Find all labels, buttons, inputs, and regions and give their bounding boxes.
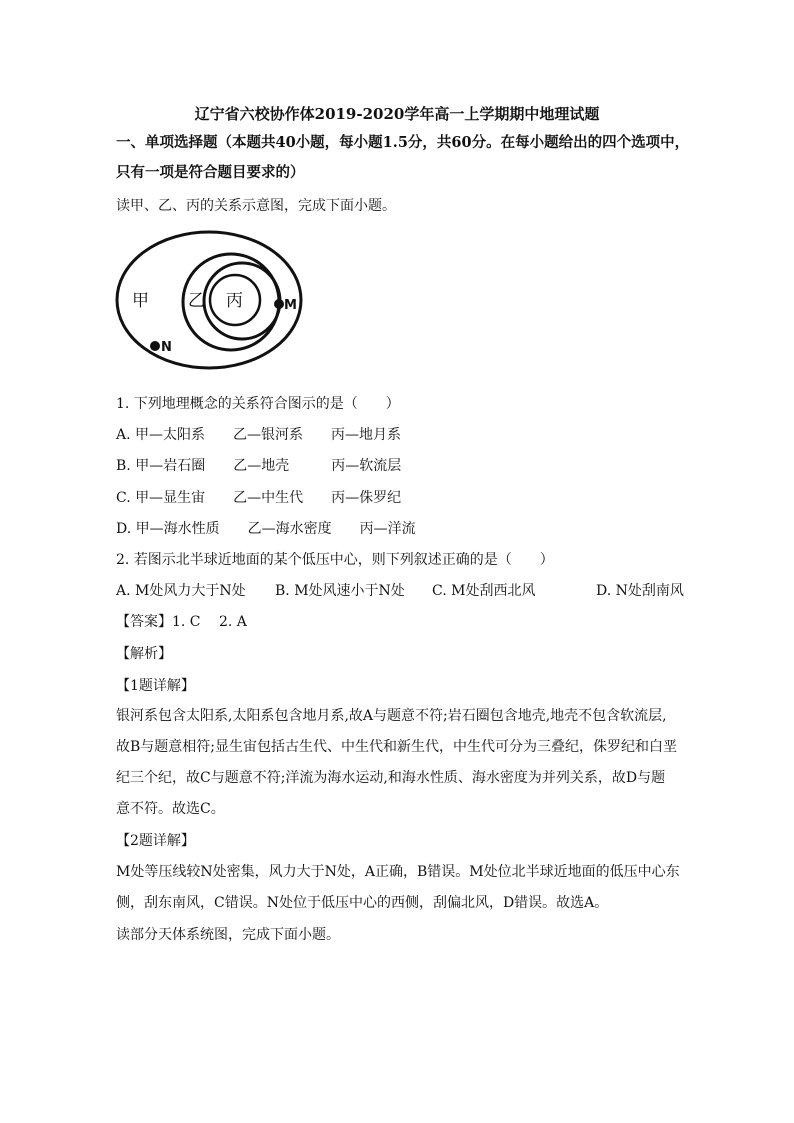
detail-1-line: 纪三个纪，故C与题意不符;洋流为海水运动,和海水性质、海水密度为并列关系，故D与题 (116, 770, 666, 786)
question-1-stem: 1. 下列地理概念的关系符合图示的是（ ） (116, 396, 400, 412)
label-jia: 甲 (132, 291, 149, 311)
question-1-option-a: A. 甲—太阳系 乙—银河系 丙—地月系 (116, 427, 402, 443)
label-yi: 乙 (188, 291, 205, 311)
detail-2-line: M处等压线较N处密集，风力大于N处，A正确，B错误。M处位北半球近地面的低压中心东 (116, 864, 680, 880)
relationship-diagram (112, 228, 312, 373)
detail-2-line: 侧，刮东南风，C错误。N处位于低压中心的西侧，刮偏北风，D错误。故选A。 (116, 895, 609, 911)
detail-1-heading: 【1题详解】 (116, 678, 195, 694)
question-1-option-d: D. 甲—海水性质 乙—海水密度 丙—洋流 (116, 521, 416, 537)
section-heading-line2: 只有一项是符合题目要求的） (116, 164, 305, 181)
question-2-option-d: D. N处刮南风 (596, 583, 684, 599)
answer-line: 【答案】1. C 2. A (116, 614, 247, 630)
detail-1-line: 意不符。故选C。 (116, 801, 225, 817)
point-m-marker (274, 299, 284, 309)
question-2-option-a: A. M处风力大于N处 (116, 583, 246, 599)
question-2-option-b: B. M处风速小于N处 (275, 583, 405, 599)
section-heading-line1: 一、单项选择题（本题共40小题，每小题1.5分，共60分。在每小题给出的四个选项中， (116, 134, 690, 151)
question-1-option-c: C. 甲—显生宙 乙—中生代 丙—侏罗纪 (116, 490, 402, 506)
detail-2-heading: 【2题详解】 (116, 833, 195, 849)
page-title: 辽宁省六校协作体2019-2020学年高一上学期期中地理试题 (194, 105, 600, 123)
question-2-stem: 2. 若图示北半球近地面的某个低压中心，则下列叙述正确的是（ ） (116, 552, 554, 568)
point-n-marker (150, 341, 160, 351)
intro-text-2: 读部分天体系统图，完成下面小题。 (116, 927, 340, 943)
label-bing: 丙 (226, 291, 243, 311)
label-n: N (161, 340, 172, 355)
analysis-heading: 【解析】 (116, 646, 172, 662)
label-m: M (284, 298, 297, 313)
question-2-option-c: C. M处刮西北风 (432, 583, 536, 599)
detail-1-line: 故B与题意相符;显生宙包括古生代、中生代和新生代，中生代可分为三叠纪，侏罗纪和白垩 (116, 739, 678, 755)
question-1-option-b: B. 甲—岩石圈 乙—地壳 丙—软流层 (116, 458, 402, 474)
detail-1-line: 银河系包含太阳系,太阳系包含地月系,故A与题意不符;岩石圈包含地壳,地壳不包含软流层, (116, 708, 667, 724)
intro-text-1: 读甲、乙、丙的关系示意图，完成下面小题。 (116, 198, 396, 214)
